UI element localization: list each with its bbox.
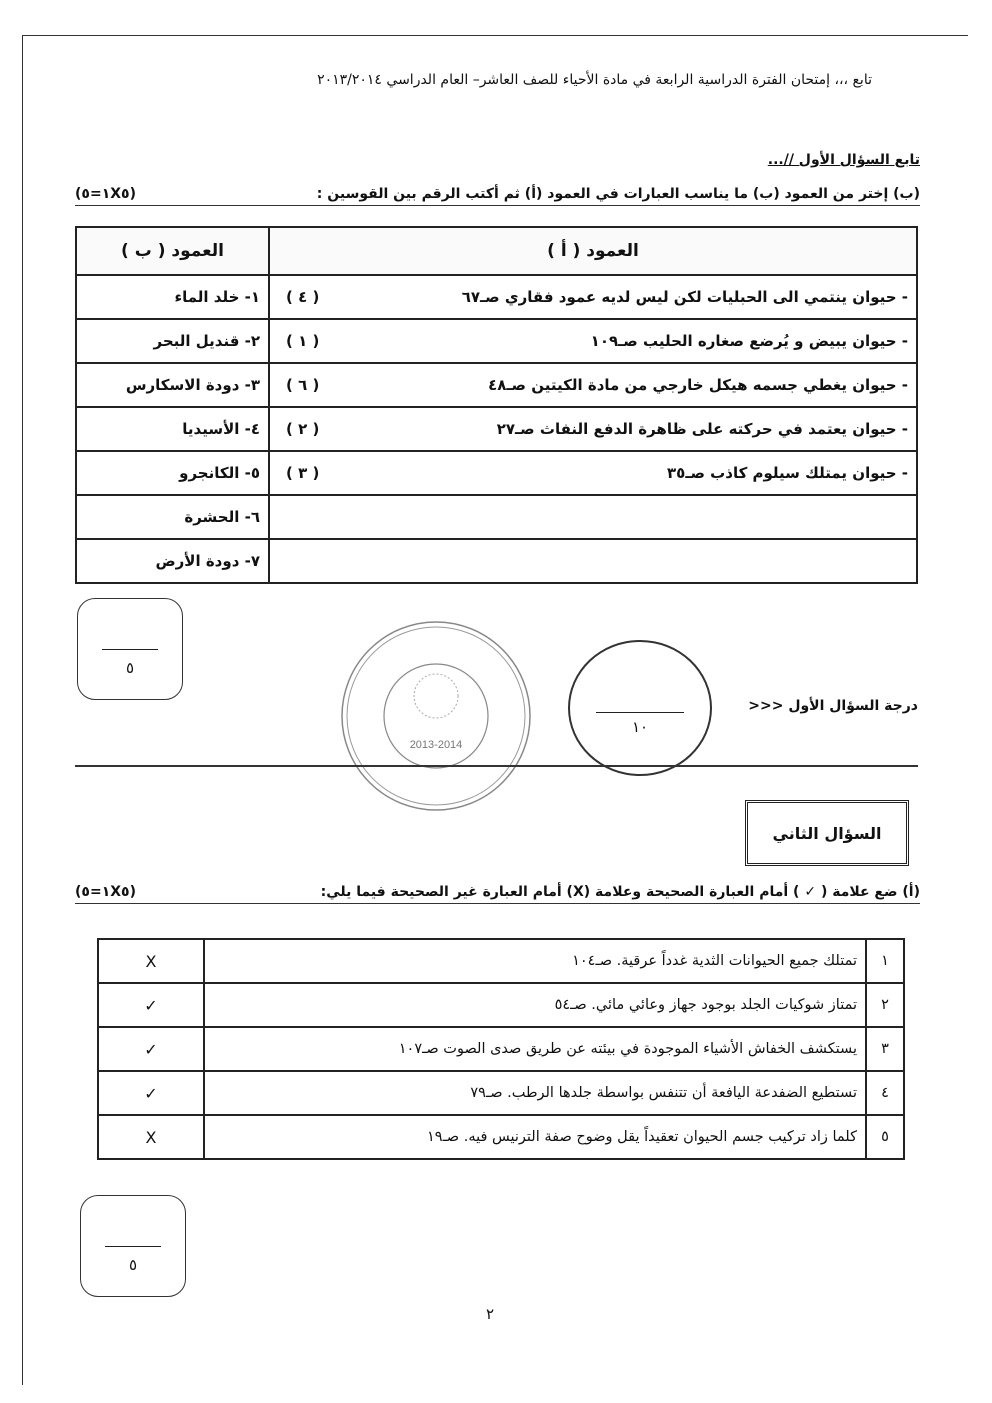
answer-mark[interactable]: ✓ — [98, 1027, 204, 1071]
statement-text: - حيوان ينتمي الى الحبليات لكن ليس لديه عمود فقاري صـ٦٧ — [461, 288, 908, 306]
col-b-item: ٥- الكانجرو — [76, 451, 269, 495]
table-row — [76, 363, 917, 407]
svg-text:2013-2014: 2013-2014 — [409, 739, 463, 751]
table-row — [98, 939, 904, 983]
question-score-total: ١٠ — [631, 718, 649, 736]
statement-text: كلما زاد تركيب جسم الحيوان تعقيداً يقل وضوح صفة الترنيس فيه. صـ١٩ — [204, 1115, 866, 1159]
instruction-text: (ب) إختر من العمود (ب) ما يناسب العبارات في العمود (أ) ثم أكتب الرقم بين القوسين : — [316, 186, 920, 202]
table-row — [76, 539, 917, 583]
table-row — [76, 319, 917, 363]
col-a-cell — [269, 363, 917, 407]
table-row — [98, 983, 904, 1027]
instruction-text: (أ) ضع علامة ( ✓ ) أمام العبارة الصحيحة وعلامة (X) أمام العبارة غير الصحيحة فيما يلي: — [320, 884, 920, 900]
statement-text: تمتاز شوكيات الجلد بوجود جهاز وعائي مائي. صـ٥٤ — [204, 983, 866, 1027]
col-b-item: ٤- الأسيديا — [76, 407, 269, 451]
section2-instruction — [75, 884, 920, 904]
table-header-row — [76, 227, 917, 275]
fraction-line — [102, 649, 158, 650]
section-divider — [75, 765, 918, 767]
answer-field[interactable]: ( ٤ ) — [286, 288, 320, 306]
answer-field[interactable]: ( ٣ ) — [286, 464, 320, 482]
col-a-cell — [269, 275, 917, 319]
section1-title: تابع السؤال الأول //... — [767, 152, 920, 168]
row-number: ٥ — [866, 1115, 904, 1159]
col-a-cell — [269, 319, 917, 363]
col-b-item: ١- خلد الماء — [76, 275, 269, 319]
col-a-cell — [269, 451, 917, 495]
answer-field[interactable]: ( ٢ ) — [286, 420, 320, 438]
instruction-marks: (١X٥=٥) — [75, 186, 136, 202]
table-row — [76, 495, 917, 539]
col-b-item: ٣- دودة الاسكارس — [76, 363, 269, 407]
score-box-section1 — [77, 598, 183, 700]
table-row — [98, 1027, 904, 1071]
instruction-marks: (١X٥=٥) — [75, 884, 136, 900]
answer-mark[interactable]: X — [98, 939, 204, 983]
table-row — [76, 451, 917, 495]
answer-mark[interactable]: ✓ — [98, 1071, 204, 1115]
exam-header: تابع ،،، إمتحان الفترة الدراسية الرابعة في مادة الأحياء للصف العاشر– العام الدراسي ٢٠١٣/٢٠١٤ — [317, 72, 872, 88]
statement-text: يستكشف الخفاش الأشياء الموجودة في بيئته عن طريق صدى الصوت صـ١٠٧ — [204, 1027, 866, 1071]
question-score-label: درجة السؤال الأول <<< — [748, 698, 918, 714]
fraction-line — [596, 712, 684, 713]
col-b-item: ٧- دودة الأرض — [76, 539, 269, 583]
statement-text: تستطيع الضفدعة اليافعة أن تتنفس بواسطة جلدها الرطب. صـ٧٩ — [204, 1071, 866, 1115]
score-total: ٥ — [128, 1256, 138, 1274]
table-row — [98, 1115, 904, 1159]
col-a-cell — [269, 495, 917, 539]
answer-field[interactable]: ( ١ ) — [286, 332, 320, 350]
answer-field[interactable]: ( ٦ ) — [286, 376, 320, 394]
statement-text: - حيوان يغطي جسمه هيكل خارجي من مادة الكيتين صـ٤٨ — [488, 376, 908, 394]
page-border-left — [22, 35, 23, 1385]
section1-instruction — [75, 186, 920, 206]
true-false-table — [97, 938, 905, 1160]
row-number: ٢ — [866, 983, 904, 1027]
statement-text: تمتلك جميع الحيوانات الثدية غدداً عرقية. صـ١٠٤ — [204, 939, 866, 983]
row-number: ٤ — [866, 1071, 904, 1115]
matching-table — [75, 226, 918, 584]
page-number: ٢ — [486, 1305, 495, 1323]
score-total: ٥ — [125, 659, 135, 677]
section2-title: السؤال الثاني — [745, 800, 909, 866]
table-row — [76, 275, 917, 319]
row-number: ٣ — [866, 1027, 904, 1071]
col-b-item: ٢- قنديل البحر — [76, 319, 269, 363]
table-row — [76, 407, 917, 451]
col-a-cell — [269, 407, 917, 451]
col-a-header: العمود ( أ ) — [269, 227, 917, 275]
statement-text: - حيوان يعتمد في حركته على ظاهرة الدفع النفاث صـ٢٧ — [496, 420, 908, 438]
school-stamp — [338, 618, 534, 814]
fraction-line — [105, 1246, 161, 1247]
answer-mark[interactable]: ✓ — [98, 983, 204, 1027]
score-box-section2 — [80, 1195, 186, 1297]
answer-mark[interactable]: X — [98, 1115, 204, 1159]
col-a-cell — [269, 539, 917, 583]
statement-text: - حيوان يمتلك سيلوم كاذب صـ٣٥ — [667, 464, 908, 482]
col-b-header: العمود ( ب ) — [76, 227, 269, 275]
row-number: ١ — [866, 939, 904, 983]
statement-text: - حيوان يبيض و يُرضع صغاره الحليب صـ١٠٩ — [590, 332, 908, 350]
question-score-circle — [568, 640, 712, 776]
table-row — [98, 1071, 904, 1115]
page-border-top — [22, 35, 968, 36]
col-b-item: ٦- الحشرة — [76, 495, 269, 539]
